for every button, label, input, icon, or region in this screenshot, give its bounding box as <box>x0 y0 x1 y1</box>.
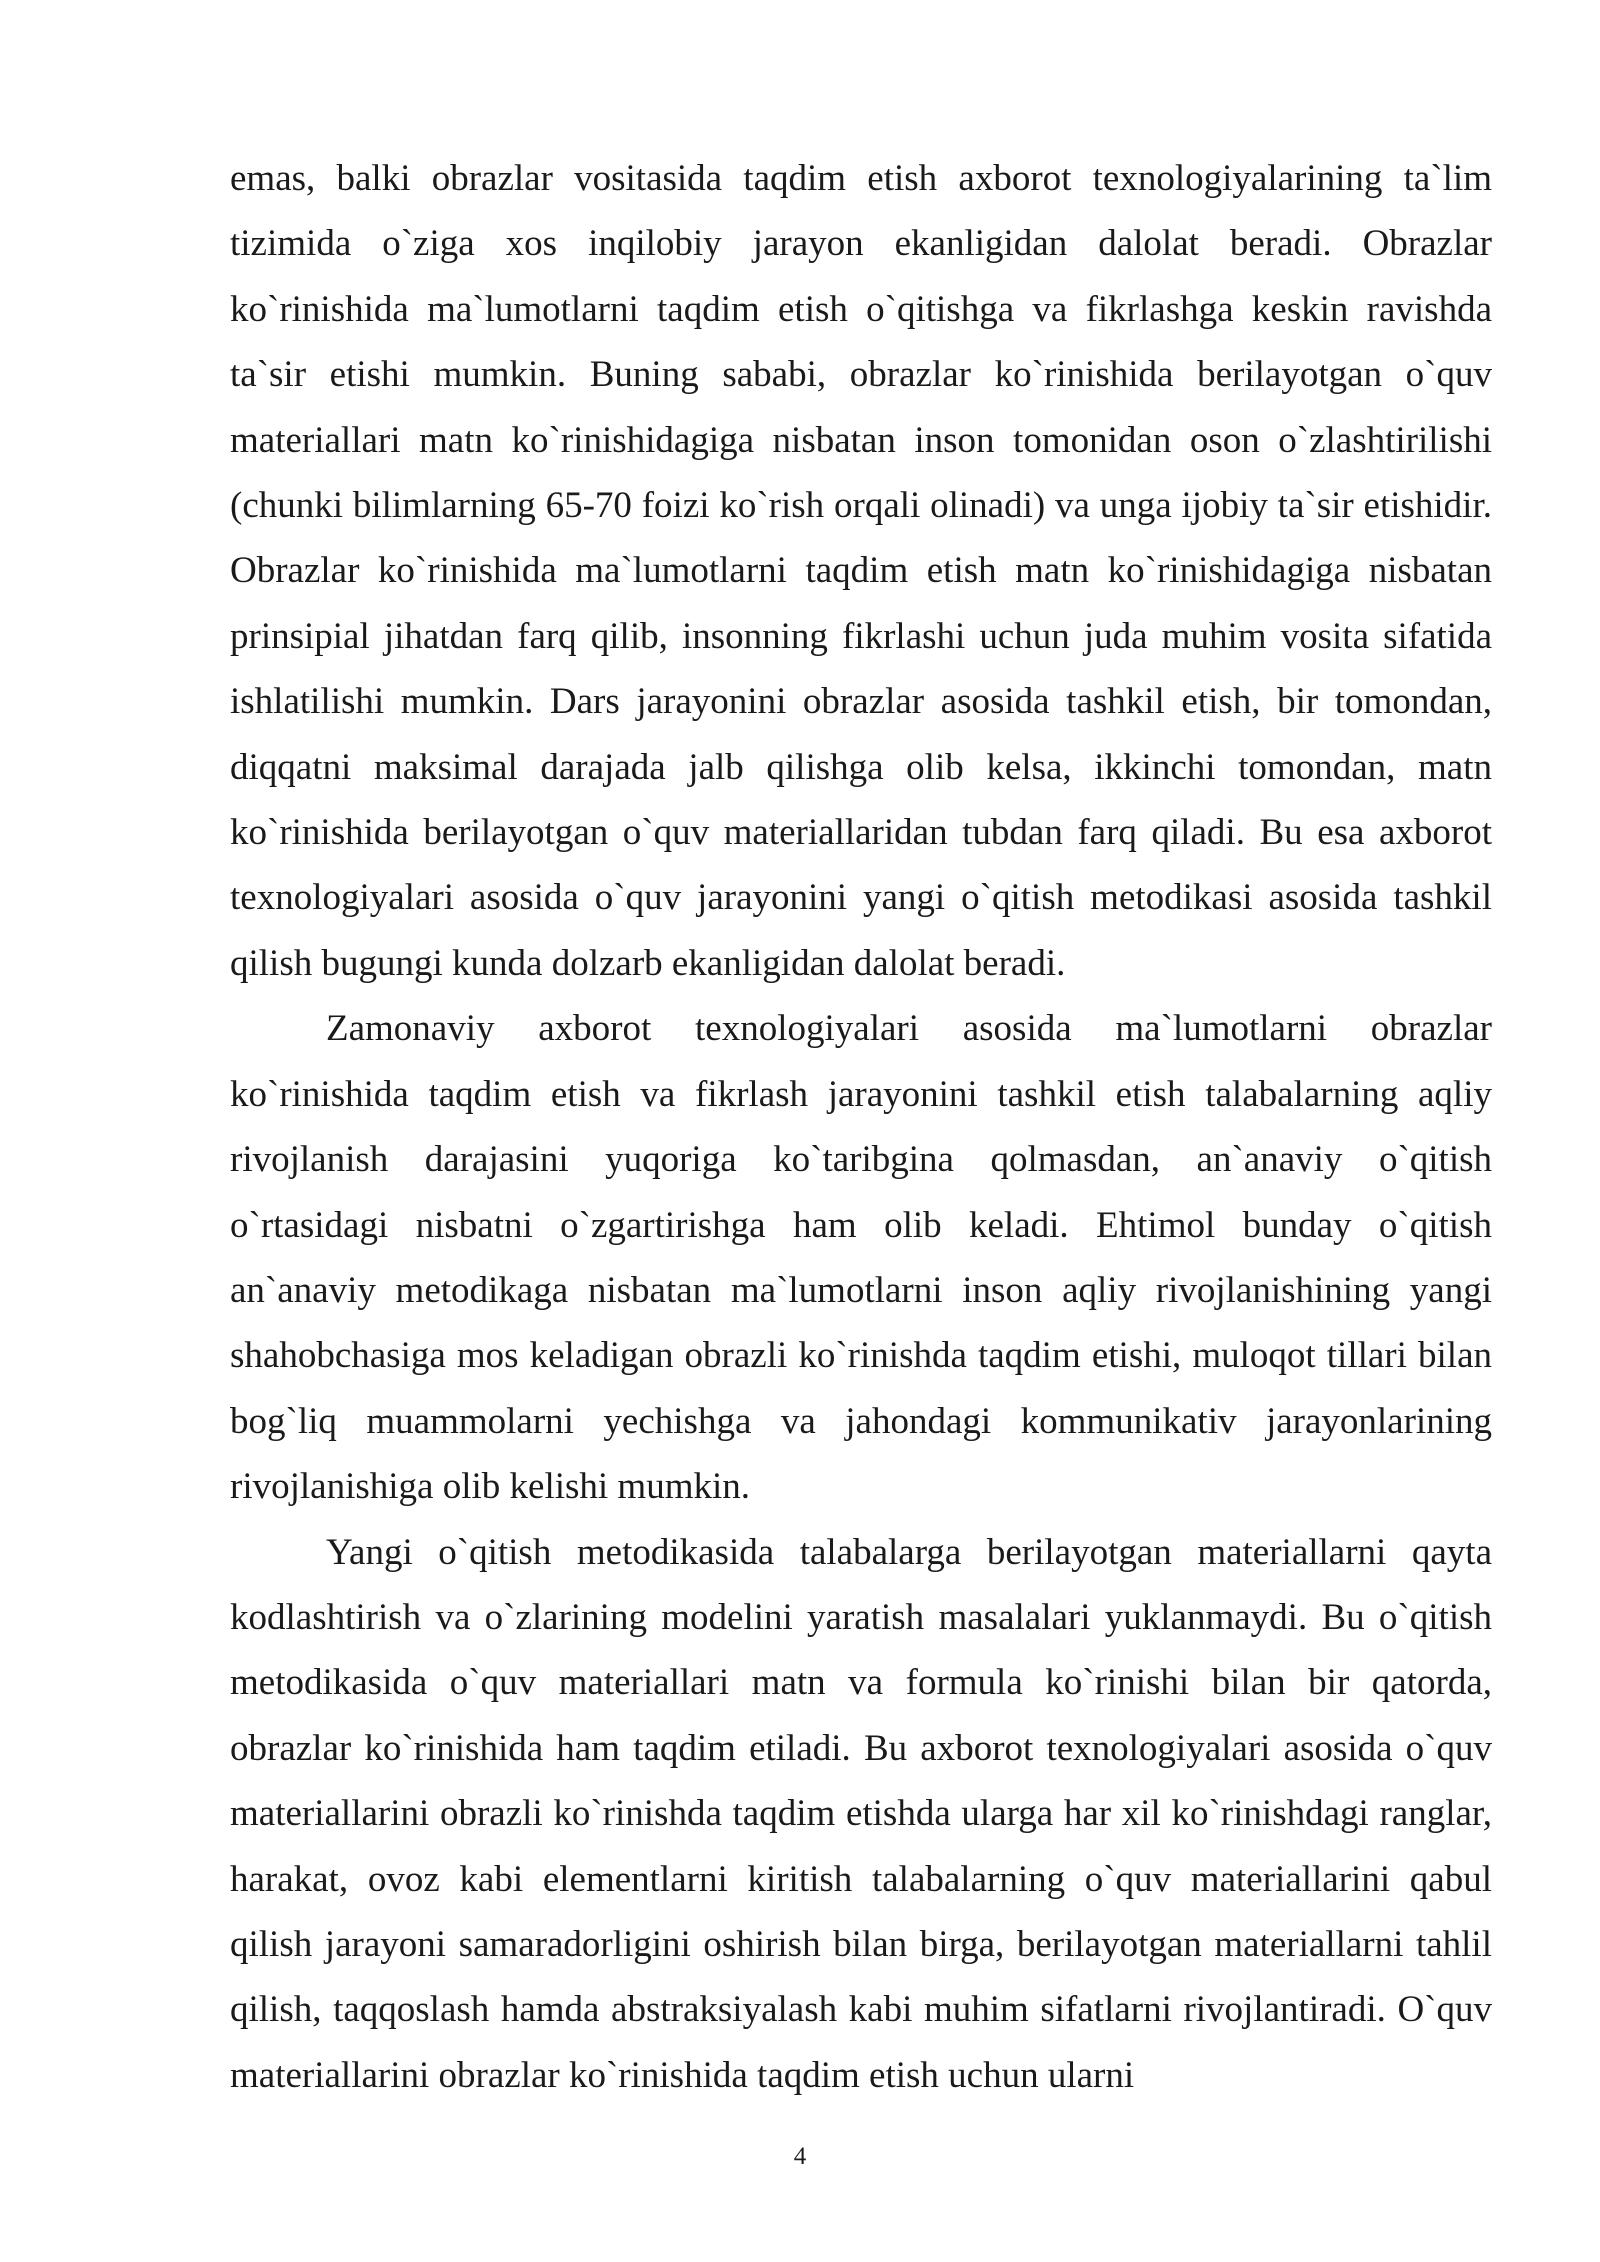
paragraph-continuation: emas, balki obrazlar vositasida taqdim etish axborot texnologiyalarining ta`lim tizimida o`ziga xos inqilobiy jarayon ekanligidan dalolat beradi. Obrazlar ko`rinishida ma`lumotlarni taqdim etish o`qitishga va fikrlashga keskin ravishda ta`sir etishi mumkin. Buning sababi, obrazlar ko`rinishida berilayotgan o`quv materiallari matn ko`rinishidagiga nisbatan inson tomonidan oson o`zlashtirilishi (chunki bilimlarning 65-70 foizi ko`rish orqali olinadi) va unga ijobiy ta`sir etishidir. Obrazlar ko`rinishida ma`lumotlarni taqdim etish matn ko`rinishidagiga nisbatan prinsipial jihatdan farq qilib, insonning fikrlashi uchun juda muhim vosita sifatida ishlatilishi mumkin. Dars jarayonini obrazlar asosida tashkil etish, bir tomondan, diqqatni maksimal darajada jalb qilishga olib kelsa, ikkinchi tomondan, matn ko`rinishida berilayotgan o`quv materiallaridan tubdan farq qiladi. Bu esa axborot texnologiyalari asosida o`quv jarayonini yangi o`qitish metodikasi asosida tashkil qilish bugungi kunda dolzarb ekanligidan dalolat beradi. <box>230 158 1492 984</box>
paragraph-zamonaviy: Zamonaviy axborot texnologiyalari asosida ma`lumotlarni obrazlar ko`rinishida taqdim etish va fikrlash jarayonini tashkil etish talabalarning aqliy rivojlanish darajasini yuqoriga ko`taribgina qolmasdan, an`anaviy o`qitish o`rtasidagi nisbatni o`zgartirishga ham olib keladi. Ehtimol bunday o`qitish an`anaviy metodikaga nisbatan ma`lumotlarni inson aqliy rivojlanishining yangi shahobchasiga mos keladigan obrazli ko`rinishda taqdim etishi, muloqot tillari bilan bog`liq muammolarni yechishga va jahondagi kommunikativ jarayonlarining rivojlanishiga olib kelishi mumkin. <box>230 1008 1492 1508</box>
paragraph-yangi: Yangi o`qitish metodikasida talabalarga berilayotgan materiallarni qayta kodlashtirish va o`zlarining modelini yaratish masalalari yuklanmaydi. Bu o`qitish metodikasida o`quv materiallari matn va formula ko`rinishi bilan bir qatorda, obrazlar ko`rinishida ham taqdim etiladi. Bu axborot texnologiyalari asosida o`quv materiallarini obrazli ko`rinishda taqdim etishda ularga har xil ko`rinishdagi ranglar, harakat, ovoz kabi elementlarni kiritish talabalarning o`quv materiallarini qabul qilish jarayoni samaradorligini oshirish bilan birga, berilayotgan materiallarni tahlil qilish, taqqoslash hamda abstraksiyalash kabi muhim sifatlarni rivojlantiradi. O`quv materiallarini obrazlar ko`rinishida taqdim etish uchun ularni <box>230 1531 1492 2096</box>
page-number: 4 <box>793 2143 807 2170</box>
document-page <box>230 146 1492 2108</box>
